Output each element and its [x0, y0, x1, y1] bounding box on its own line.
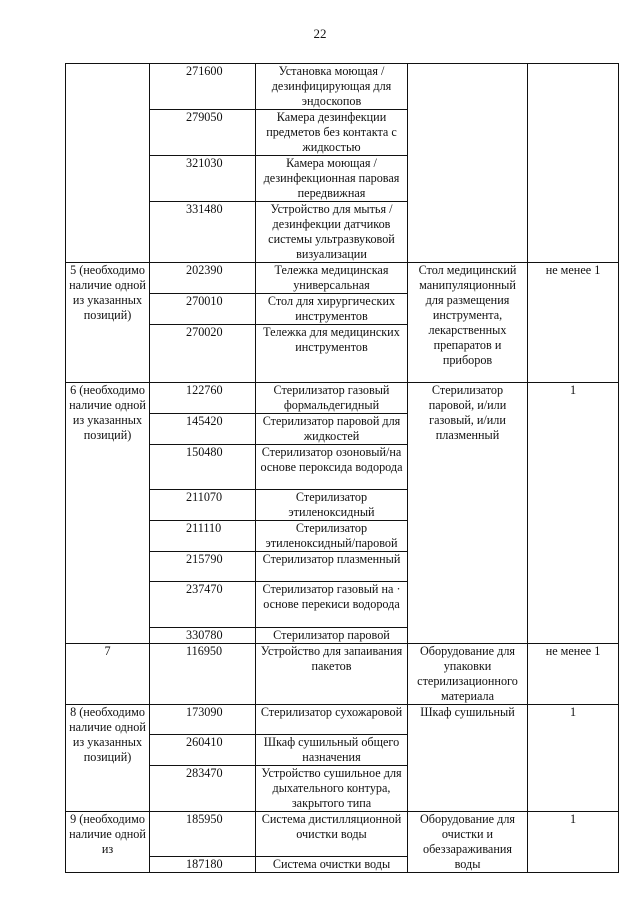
- name-cell: Стерилизатор этиленоксидный/паровой: [256, 521, 408, 552]
- code-cell: 237470: [150, 582, 256, 628]
- class-cell: Оборудование для очистки и обеззараживания воды: [408, 812, 528, 873]
- group-cell: [66, 64, 150, 263]
- qty-cell: не менее 1: [528, 644, 619, 705]
- group-cell: 7: [66, 644, 150, 705]
- code-cell: 271600: [150, 64, 256, 110]
- qty-cell: 1: [528, 383, 619, 644]
- qty-cell: 1: [528, 812, 619, 873]
- group-cell: 9 (необходимо наличие одной из: [66, 812, 150, 873]
- name-cell: Стерилизатор озоновый/на основе пероксида водорода: [256, 445, 408, 490]
- class-cell: [408, 64, 528, 263]
- code-cell: 331480: [150, 202, 256, 263]
- table-row: [66, 263, 619, 294]
- name-cell: Устройство для запаивания пакетов: [256, 644, 408, 705]
- table-row: [66, 705, 619, 735]
- group-cell: 8 (необходимо наличие одной из указанных позиций): [66, 705, 150, 812]
- name-cell: Система очистки воды: [256, 857, 408, 873]
- code-cell: 173090: [150, 705, 256, 735]
- name-cell: Камера моющая /дезинфекционная паровая передвижная: [256, 156, 408, 202]
- name-cell: Тележка медицинская универсальная: [256, 263, 408, 294]
- name-cell: Устройство для мытья /дезинфекции датчиков системы ультразвуковой визуализации: [256, 202, 408, 263]
- table-row: [66, 64, 619, 110]
- code-cell: 122760: [150, 383, 256, 414]
- code-cell: 150480: [150, 445, 256, 490]
- code-cell: 283470: [150, 766, 256, 812]
- class-cell: Оборудование для упаковки стерилизационного материала: [408, 644, 528, 705]
- name-cell: Стол для хирургических инструментов: [256, 294, 408, 325]
- code-cell: 187180: [150, 857, 256, 873]
- name-cell: Стерилизатор сухожаровой: [256, 705, 408, 735]
- code-cell: 270010: [150, 294, 256, 325]
- code-cell: 321030: [150, 156, 256, 202]
- table-row: [66, 383, 619, 414]
- code-cell: 279050: [150, 110, 256, 156]
- page-number: 22: [313, 26, 327, 41]
- code-cell: 270020: [150, 325, 256, 383]
- code-cell: 330780: [150, 628, 256, 644]
- name-cell: Система дистилляционной очистки воды: [256, 812, 408, 857]
- qty-cell: не менее 1: [528, 263, 619, 383]
- qty-cell: [528, 64, 619, 263]
- name-cell: Стерилизатор паровой: [256, 628, 408, 644]
- name-cell: Камера дезинфекции предметов без контакта с жидкостью: [256, 110, 408, 156]
- name-cell: Стерилизатор газовый на · основе перекиси водорода: [256, 582, 408, 628]
- name-cell: Устройство сушильное для дыхательного контура, закрытого типа: [256, 766, 408, 812]
- code-cell: 145420: [150, 414, 256, 445]
- code-cell: 211110: [150, 521, 256, 552]
- code-cell: 116950: [150, 644, 256, 705]
- code-cell: 215790: [150, 552, 256, 582]
- name-cell: Шкаф сушильный общего назначения: [256, 735, 408, 766]
- code-cell: 202390: [150, 263, 256, 294]
- code-cell: 260410: [150, 735, 256, 766]
- qty-cell: 1: [528, 705, 619, 812]
- name-cell: Стерилизатор паровой для жидкостей: [256, 414, 408, 445]
- class-cell: Стол медицинский манипуляционный для размещения инструмента, лекарственных препаратов и приборов: [408, 263, 528, 383]
- group-cell: 5 (необходимо наличие одной из указанных позиций): [66, 263, 150, 383]
- name-cell: Стерилизатор этиленоксидный: [256, 490, 408, 521]
- code-cell: 211070: [150, 490, 256, 521]
- name-cell: Установка моющая /дезинфицирующая для эндоскопов: [256, 64, 408, 110]
- name-cell: Тележка для медицинских инструментов: [256, 325, 408, 383]
- code-cell: 185950: [150, 812, 256, 857]
- name-cell: Стерилизатор плазменный: [256, 552, 408, 582]
- equipment-table: [65, 63, 619, 873]
- group-cell: 6 (необходимо наличие одной из указанных позиций): [66, 383, 150, 644]
- class-cell: Шкаф сушильный: [408, 705, 528, 812]
- table-row: [66, 644, 619, 705]
- name-cell: Стерилизатор газовый формальдегидный: [256, 383, 408, 414]
- table-row: [66, 812, 619, 857]
- class-cell: Стерилизатор паровой, и/или газовый, и/или плазменный: [408, 383, 528, 644]
